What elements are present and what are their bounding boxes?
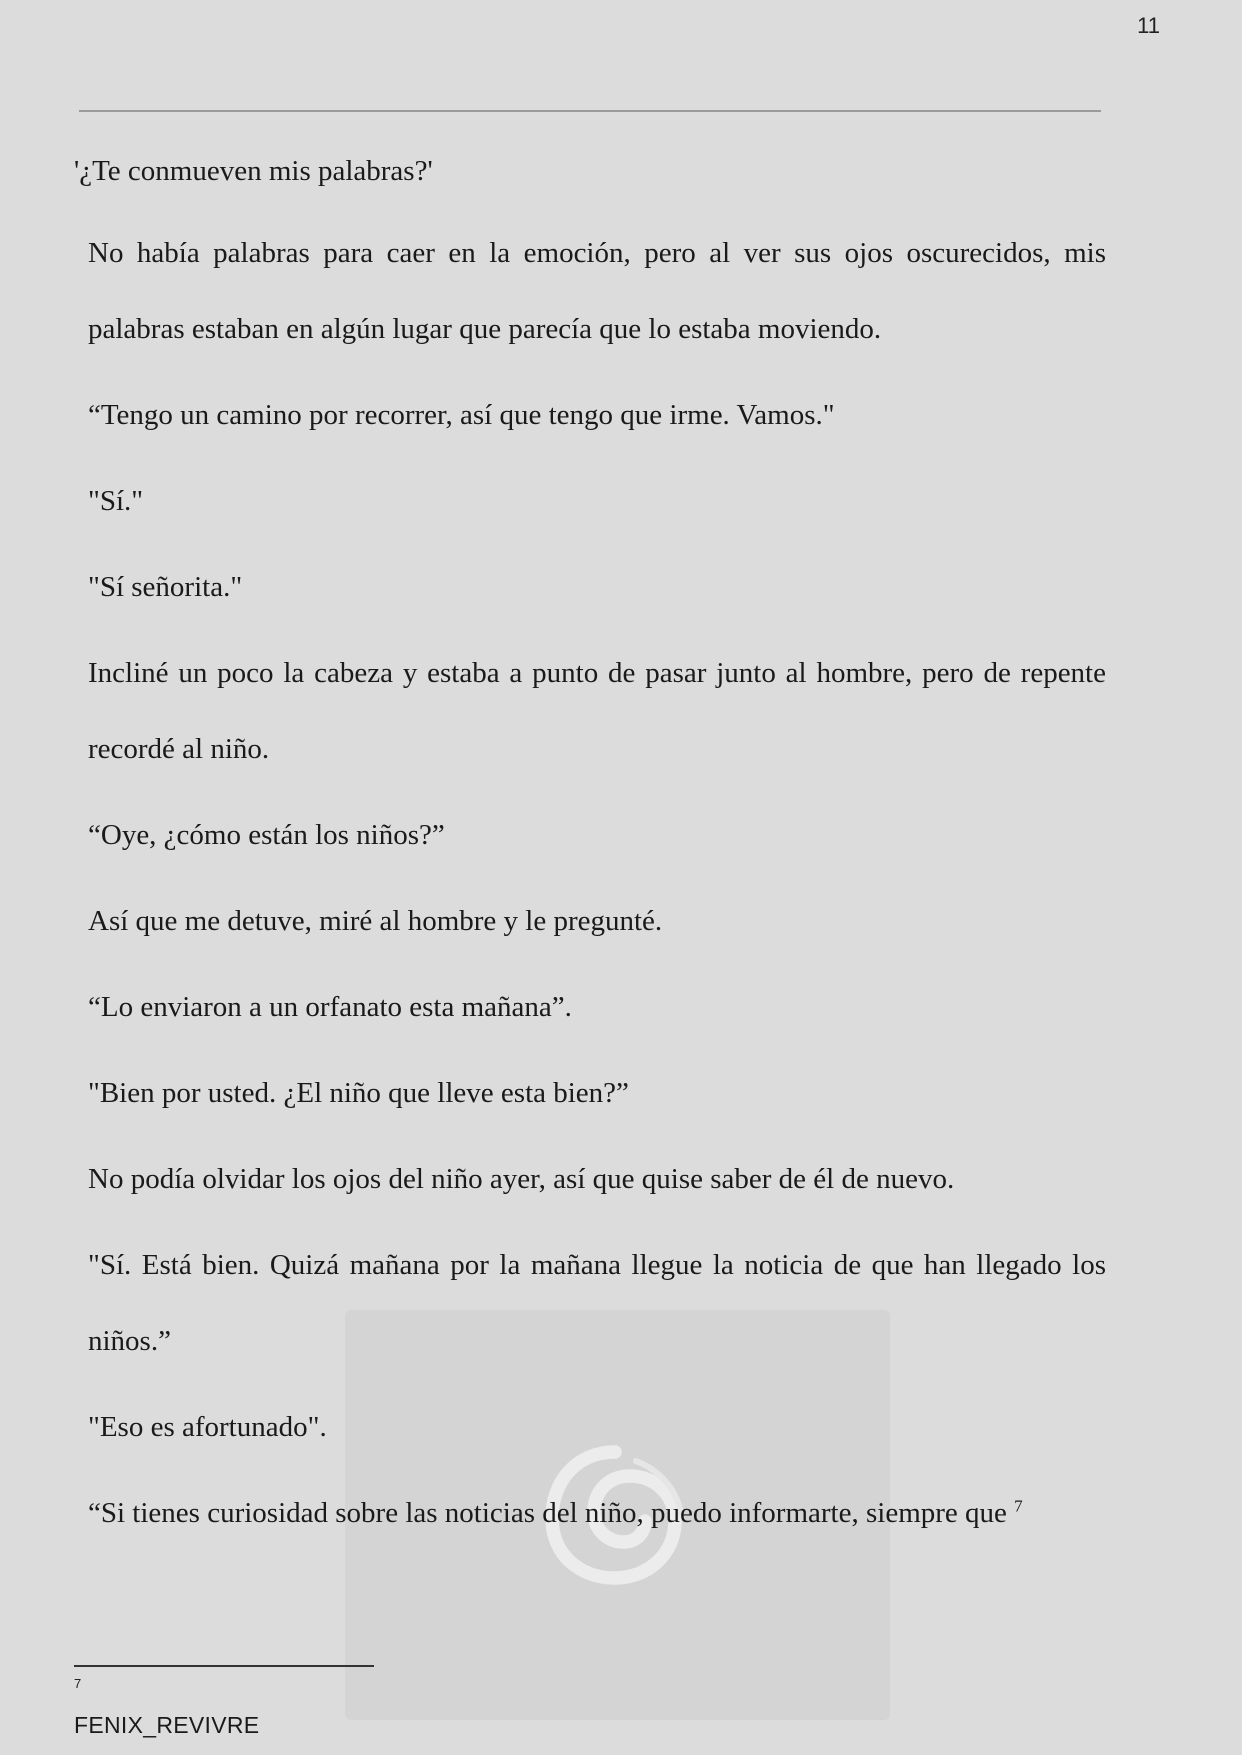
paragraph: No podía olvidar los ojos del niño ayer, así que quise saber de él de nuevo. — [88, 1163, 955, 1195]
paragraph-text: “Si tienes curiosidad sobre las noticias del niño, puedo informarte, siempre que — [88, 1497, 1015, 1529]
paragraph: "Sí señorita." — [88, 571, 243, 603]
paragraph: Incliné un poco la cabeza y estaba a punto de pasar junto al hombre, pero de repente recordé al niño. — [88, 657, 1106, 765]
footnote-reference: 7 — [1014, 1496, 1023, 1516]
footer-credit: FENIX_REVIVRE — [74, 1712, 260, 1738]
paragraph: "Bien por usted. ¿El niño que lleve esta bien?” — [88, 1077, 629, 1109]
paragraph: "Eso es afortunado". — [88, 1411, 327, 1443]
footnote-rule — [74, 1665, 374, 1667]
paragraph: “Tengo un camino por recorrer, así que tengo que irme. Vamos." — [88, 399, 835, 431]
header-rule — [79, 110, 1101, 112]
paragraph: No había palabras para caer en la emoción, pero al ver sus ojos oscurecidos, mis palabras estaban en algún lugar que parecía que lo estaba moviendo. — [88, 237, 1106, 345]
paragraph: '¿Te conmueven mis palabras?' — [74, 155, 433, 187]
paragraph: "Sí." — [88, 485, 144, 517]
footnote-marker: 7 — [74, 1676, 82, 1691]
paragraph: "Sí. Está bien. Quizá mañana por la mañana llegue la noticia de que han llegado los niños.” — [88, 1249, 1106, 1357]
paragraph: Así que me detuve, miré al hombre y le pregunté. — [88, 905, 663, 937]
chapter-text — [74, 150, 1106, 1578]
paragraph-with-footnote — [88, 1492, 1106, 1534]
paragraph: “Lo enviaron a un orfanato esta mañana”. — [88, 991, 572, 1023]
page-number: 11 — [1137, 13, 1160, 38]
paragraph: “Oye, ¿cómo están los niños?” — [88, 819, 445, 851]
